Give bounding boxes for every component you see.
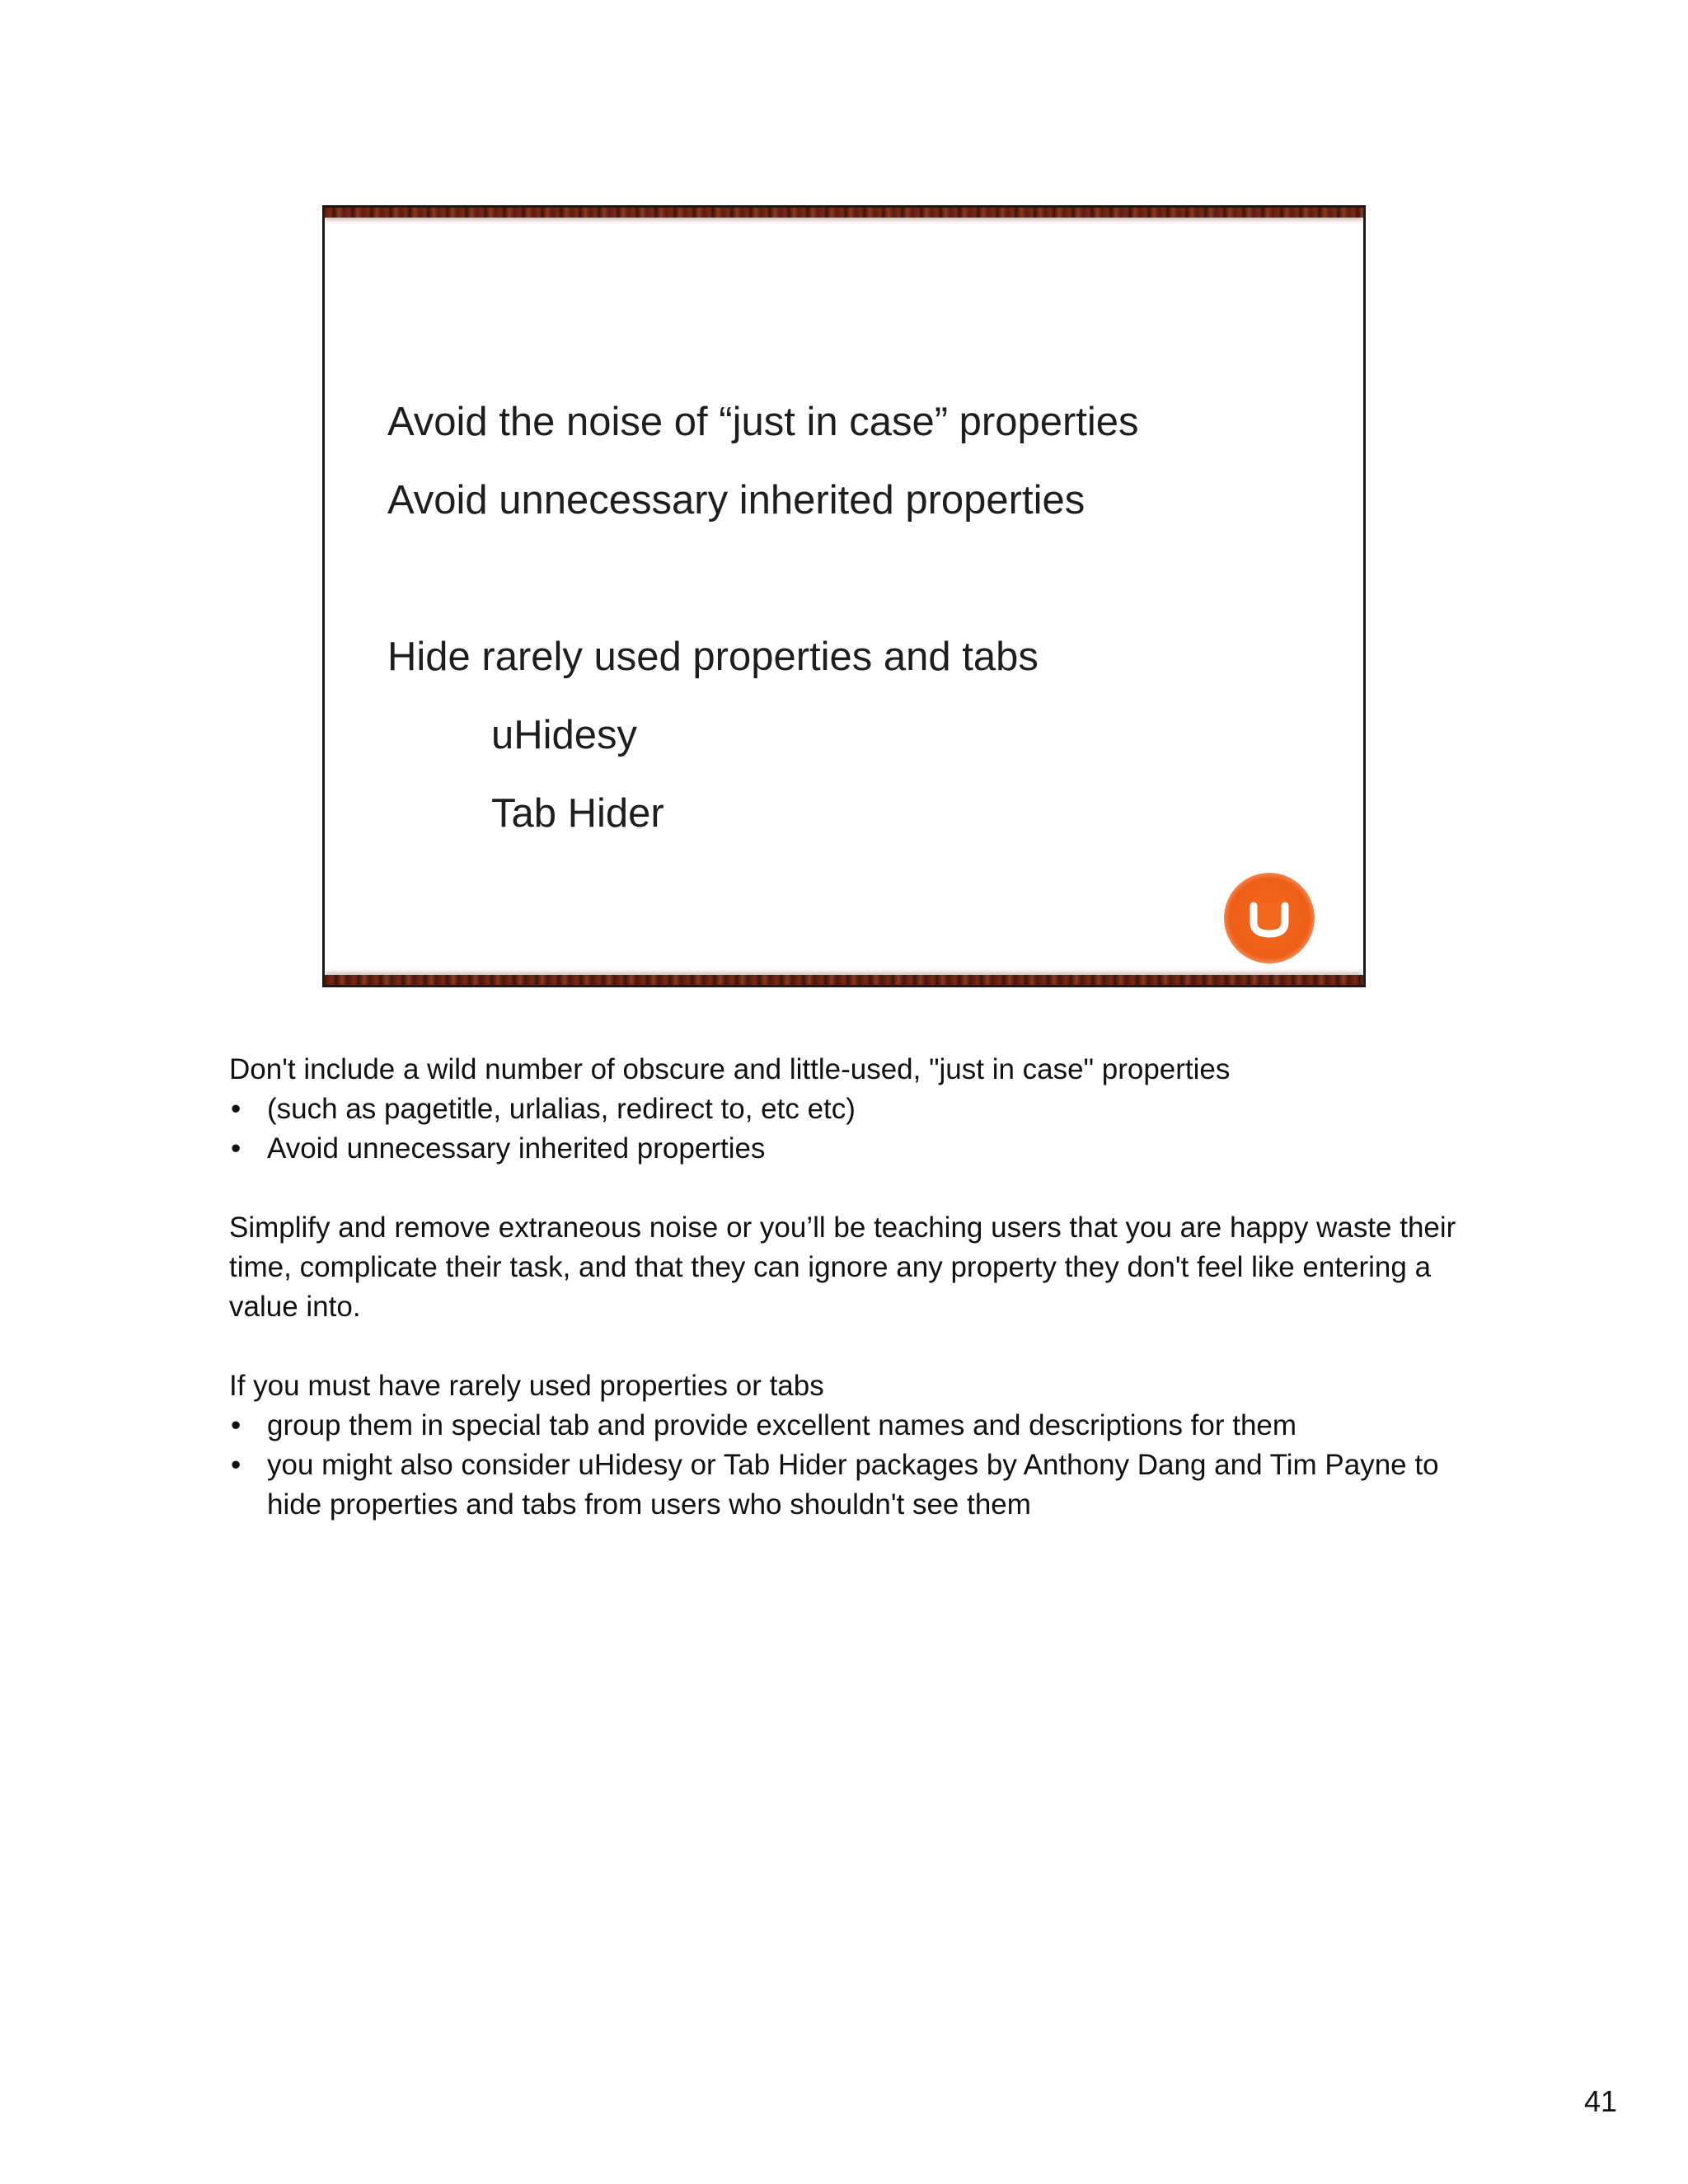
notes-paragraph-1: Don't include a wild number of obscure and little-used, "just in case" properties (229, 1053, 1231, 1085)
notes-paragraph-3: If you must have rarely used properties or tabs (229, 1370, 824, 1402)
bullet-icon: • (231, 1093, 241, 1125)
notes-bullet-list-1 (229, 1090, 1482, 1169)
umbraco-logo-icon (1224, 873, 1315, 963)
spacer (229, 1169, 1482, 1208)
list-item-text: (such as pagetitle, urlalias, redirect to, etc etc) (267, 1093, 856, 1125)
slide-heading-3: Hide rarely used properties and tabs (387, 635, 1039, 679)
list-item-text: you might also consider uHidesy or Tab Hider packages by Anthony Dang and Tim Payne to hide properties and tabs from users who shouldn't see them (267, 1449, 1439, 1521)
slide-bottom-border (325, 975, 1363, 985)
slide-thumbnail (322, 205, 1366, 987)
spacer (229, 1327, 1482, 1366)
slide-subitem-tab-hider: Tab Hider (491, 791, 664, 836)
notes-paragraph-2: Simplify and remove extraneous noise or you’ll be teaching users that you are happy waste their time, complicate their task, and that they can ignore any property they don't feel like entering a value into. (229, 1212, 1456, 1323)
list-item (229, 1090, 1482, 1129)
bullet-icon: • (231, 1132, 241, 1165)
bullet-icon: • (231, 1449, 241, 1481)
list-item-text: group them in special tab and provide excellent names and descriptions for them (267, 1409, 1297, 1441)
list-item (229, 1129, 1482, 1169)
slide-subitem-uhidesy: uHidesy (491, 713, 638, 757)
list-item-text: Avoid unnecessary inherited properties (267, 1132, 766, 1165)
list-item (229, 1446, 1482, 1525)
slide-top-border (325, 208, 1363, 218)
bullet-icon: • (231, 1409, 241, 1441)
list-item (229, 1406, 1482, 1446)
speaker-notes (229, 1050, 1482, 1525)
slide-heading-1: Avoid the noise of “just in case” properties (387, 400, 1139, 444)
slide-heading-2: Avoid unnecessary inherited properties (387, 478, 1085, 523)
notes-bullet-list-2 (229, 1406, 1482, 1525)
page-number: 41 (1583, 2084, 1617, 2118)
